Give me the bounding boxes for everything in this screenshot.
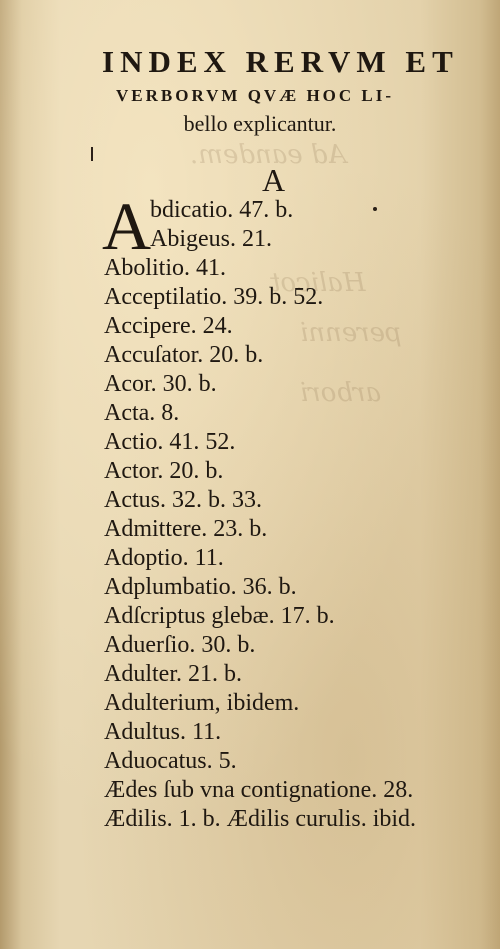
index-entry: Adplumbatio. 36. b. — [104, 574, 297, 600]
index-entry: Adoptio. 11. — [104, 545, 224, 571]
index-entry: Abolitio. 41. — [104, 255, 227, 281]
index-entry: Aduerſio. 30. b. — [104, 632, 256, 658]
index-entry: Actio. 41. 52. — [104, 429, 236, 455]
bleed-through-text: arbori — [300, 378, 381, 408]
index-entry: Ædilis. 1. b. Ædilis curulis. ibid. — [104, 806, 417, 832]
index-entry: Ædes ſub vna contignatione. 28. — [104, 777, 414, 803]
bleed-through-text: Halicot — [270, 268, 366, 298]
index-entry: Admittere. 23. b. — [104, 516, 268, 542]
index-entry: Acor. 30. b. — [104, 371, 217, 397]
index-entry: Actus. 32. b. 33. — [104, 487, 262, 513]
index-subtitle-continued: bello explicantur. — [183, 111, 337, 136]
index-entry: Acceptilatio. 39. b. 52. — [104, 284, 324, 310]
index-entry: Accuſator. 20. b. — [104, 342, 264, 368]
index-entry: Abigeus. 21. — [150, 226, 272, 252]
index-entry: Actor. 20. b. — [104, 458, 224, 484]
index-entry: Accipere. 24. — [104, 313, 233, 339]
index-entry: bdicatio. 47. b. — [150, 197, 294, 223]
index-entry: Acta. 8. — [104, 400, 180, 426]
section-letter: A — [262, 162, 286, 198]
bleed-through-text: Ad eandem. — [190, 140, 347, 170]
index-entry: Aduocatus. 5. — [104, 748, 237, 774]
bleed-through-text: perenni — [300, 318, 402, 348]
drop-capital: A — [102, 188, 152, 264]
index-entry: Adulter. 21. b. — [104, 661, 242, 687]
index-subtitle: VERBORVM QVÆ HOC LI- — [116, 86, 395, 105]
index-title: INDEX RERVM ET — [102, 44, 459, 79]
index-entry: Adulterium, ibidem. — [104, 690, 300, 716]
index-entry: Adultus. 11. — [104, 719, 222, 745]
index-entry: Adſcriptus glebæ. 17. b. — [104, 603, 335, 629]
